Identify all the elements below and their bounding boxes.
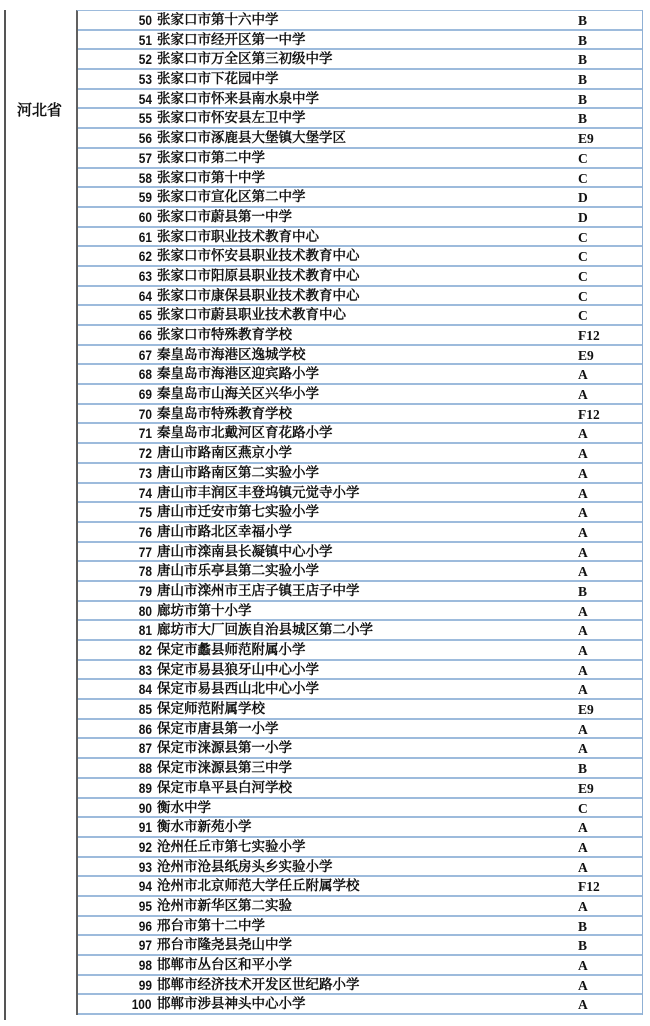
grade-code: E9 xyxy=(578,780,594,796)
grade-code: B xyxy=(578,91,588,107)
school-name: 秦皇岛市山海关区兴华小学 xyxy=(157,386,319,403)
grade-code: B xyxy=(578,13,588,28)
grade-code: A xyxy=(578,544,588,560)
school-name: 保定市涞源县第一小学 xyxy=(157,740,292,757)
school-name: 张家口市第二中学 xyxy=(157,149,265,166)
row-number: 81 xyxy=(138,623,152,639)
school-name: 沧州市新华区第二实验 xyxy=(157,897,292,914)
school-name: 唐山市路南区第二实验小学 xyxy=(157,464,319,481)
grade-code: A xyxy=(578,603,588,619)
grade-code: B xyxy=(578,583,588,599)
grade-code: A xyxy=(578,505,588,521)
table-row xyxy=(78,720,642,740)
table-row xyxy=(78,582,642,602)
row-number: 86 xyxy=(138,721,152,737)
table-row xyxy=(78,739,642,759)
grade-code: C xyxy=(578,288,588,304)
row-number: 74 xyxy=(138,485,152,501)
row-number: 70 xyxy=(138,406,152,422)
school-name: 秦皇岛市北戴河区育花路小学 xyxy=(157,425,333,442)
table-row xyxy=(78,405,642,425)
school-name: 秦皇岛市海港区迎宾路小学 xyxy=(157,366,319,383)
school-name: 张家口市第十六中学 xyxy=(157,12,279,28)
row-number: 71 xyxy=(138,426,152,442)
row-number: 75 xyxy=(138,505,152,521)
grade-code: C xyxy=(578,249,588,265)
school-name: 保定市唐县第一小学 xyxy=(157,720,279,737)
school-name: 保定市易县西山北中心小学 xyxy=(157,681,319,698)
grade-code: B xyxy=(578,52,588,68)
school-list-table xyxy=(76,10,643,1015)
row-number: 84 xyxy=(138,682,152,698)
row-number: 85 xyxy=(138,702,152,718)
school-name: 张家口市万全区第三初级中学 xyxy=(157,51,333,68)
school-name: 廊坊市大厂回族自治县城区第二小学 xyxy=(157,622,373,639)
school-name: 张家口市特殊教育学校 xyxy=(157,327,292,343)
row-number: 69 xyxy=(138,387,152,403)
school-name: 邢台市隆尧县尧山中学 xyxy=(157,937,292,954)
row-number: 98 xyxy=(138,958,152,973)
grade-code: B xyxy=(578,72,588,88)
row-number: 62 xyxy=(138,249,152,265)
row-number: 76 xyxy=(138,524,152,540)
grade-code: A xyxy=(578,997,588,1013)
school-name: 张家口市怀来县南水泉中学 xyxy=(157,90,319,107)
row-number: 51 xyxy=(138,32,152,48)
school-name: 保定市阜平县白河学校 xyxy=(157,779,292,796)
school-name: 秦皇岛市特殊教育学校 xyxy=(157,405,292,422)
row-number: 92 xyxy=(138,839,152,855)
grade-code: B xyxy=(578,761,588,777)
table-row xyxy=(78,208,642,228)
row-number: 97 xyxy=(138,938,152,954)
row-number: 64 xyxy=(138,288,152,304)
table-row xyxy=(78,956,642,976)
grade-code: B xyxy=(578,111,588,127)
school-name: 张家口市职业技术教育中心 xyxy=(157,228,319,245)
row-number: 52 xyxy=(138,52,152,68)
table-row xyxy=(78,838,642,858)
grade-code: A xyxy=(578,721,588,737)
table-row xyxy=(78,11,642,31)
school-name: 衡水中学 xyxy=(157,799,211,816)
school-name: 沧州市沧县纸房头乡实验小学 xyxy=(157,858,333,875)
school-name: 张家口市宣化区第二中学 xyxy=(157,189,306,206)
row-number: 58 xyxy=(138,170,152,186)
row-number: 82 xyxy=(138,643,152,658)
row-number: 56 xyxy=(138,131,152,147)
grade-code: D xyxy=(578,190,588,206)
school-name: 张家口市蔚县职业技术教育中心 xyxy=(157,307,346,324)
grade-code: E9 xyxy=(578,702,594,718)
school-name: 唐山市滦州市王店子镇王店子中学 xyxy=(157,582,360,599)
table-row xyxy=(78,917,642,937)
table-row xyxy=(78,444,642,464)
school-name: 保定市蠡县师范附属小学 xyxy=(157,642,306,658)
grade-code: C xyxy=(578,229,588,245)
table-row xyxy=(78,562,642,582)
grade-code: C xyxy=(578,170,588,186)
row-number: 57 xyxy=(138,150,152,166)
province-column-border xyxy=(4,10,6,1020)
grade-code: A xyxy=(578,367,588,383)
school-name: 保定市涞源县第三中学 xyxy=(157,760,292,777)
table-row xyxy=(78,700,642,720)
row-number: 96 xyxy=(138,918,152,934)
row-number: 93 xyxy=(138,859,152,875)
table-row xyxy=(78,818,642,838)
row-number: 67 xyxy=(138,347,152,363)
table-row xyxy=(78,188,642,208)
table-row xyxy=(78,799,642,819)
table-row xyxy=(78,90,642,110)
row-number: 88 xyxy=(138,761,152,777)
school-name: 张家口市怀安县左卫中学 xyxy=(157,110,306,127)
grade-code: F12 xyxy=(578,879,600,895)
row-number: 90 xyxy=(138,800,152,816)
row-number: 68 xyxy=(138,367,152,383)
table-row xyxy=(78,641,642,661)
school-name: 沧州市北京师范大学任丘附属学校 xyxy=(157,878,360,895)
table-row xyxy=(78,228,642,248)
grade-code: C xyxy=(578,150,588,166)
row-number: 50 xyxy=(138,13,152,28)
grade-code: A xyxy=(578,859,588,875)
school-name: 沧州任丘市第七实验小学 xyxy=(157,838,306,855)
grade-code: A xyxy=(578,820,588,836)
grade-code: A xyxy=(578,465,588,481)
table-row xyxy=(78,169,642,189)
grade-code: C xyxy=(578,800,588,816)
school-name: 邢台市第十二中学 xyxy=(157,917,265,934)
row-number: 95 xyxy=(138,898,152,914)
row-number: 77 xyxy=(138,544,152,560)
school-name: 张家口市经开区第一中学 xyxy=(157,31,306,48)
table-row xyxy=(78,877,642,897)
row-number: 100 xyxy=(132,997,152,1013)
school-name: 唐山市乐亭县第二实验小学 xyxy=(157,563,319,580)
table-row xyxy=(78,247,642,267)
row-number: 80 xyxy=(138,603,152,619)
table-row xyxy=(78,503,642,523)
school-name: 唐山市路北区幸福小学 xyxy=(157,523,292,540)
grade-code: A xyxy=(578,898,588,914)
grade-code: A xyxy=(578,446,588,462)
row-number: 60 xyxy=(138,209,152,225)
school-name: 唐山市滦南县长凝镇中心小学 xyxy=(157,543,333,560)
table-row xyxy=(78,287,642,307)
table-row xyxy=(78,129,642,149)
school-name: 廊坊市第十小学 xyxy=(157,602,252,619)
school-name: 唐山市迁安市第七实验小学 xyxy=(157,504,319,521)
grade-code: A xyxy=(578,564,588,580)
school-name: 秦皇岛市海港区逸城学校 xyxy=(157,346,306,363)
grade-code: D xyxy=(578,209,588,225)
table-row xyxy=(78,976,642,996)
table-row xyxy=(78,365,642,385)
table-row xyxy=(78,779,642,799)
school-name: 邯郸市涉县神头中心小学 xyxy=(157,996,306,1013)
table-row xyxy=(78,326,642,346)
table-row xyxy=(78,680,642,700)
grade-code: E9 xyxy=(578,131,594,147)
grade-code: A xyxy=(578,958,588,973)
row-number: 94 xyxy=(138,879,152,895)
grade-code: B xyxy=(578,32,588,48)
table-row xyxy=(78,936,642,956)
school-name: 保定市易县狼牙山中心小学 xyxy=(157,661,319,678)
school-name: 衡水市新苑小学 xyxy=(157,819,252,836)
row-number: 72 xyxy=(138,446,152,462)
table-row xyxy=(78,70,642,90)
row-number: 87 xyxy=(138,741,152,757)
school-name: 邯郸市丛台区和平小学 xyxy=(157,957,292,973)
school-name: 张家口市阳原县职业技术教育中心 xyxy=(157,267,360,284)
row-number: 73 xyxy=(138,465,152,481)
table-row xyxy=(78,897,642,917)
table-row xyxy=(78,464,642,484)
school-name: 张家口市蔚县第一中学 xyxy=(157,208,292,225)
grade-code: A xyxy=(578,623,588,639)
school-name: 张家口市康保县职业技术教育中心 xyxy=(157,287,360,304)
grade-code: A xyxy=(578,426,588,442)
table-row xyxy=(78,484,642,504)
table-row xyxy=(78,621,642,641)
table-row xyxy=(78,31,642,51)
table-row xyxy=(78,346,642,366)
row-number: 55 xyxy=(138,111,152,127)
school-name: 张家口市怀安县职业技术教育中心 xyxy=(157,248,360,265)
grade-code: A xyxy=(578,524,588,540)
table-row xyxy=(78,109,642,129)
grade-code: A xyxy=(578,485,588,501)
table-row xyxy=(78,149,642,169)
grade-code: A xyxy=(578,662,588,678)
grade-code: E9 xyxy=(578,347,594,363)
table-row xyxy=(78,385,642,405)
school-name: 唐山市丰润区丰登坞镇元觉寺小学 xyxy=(157,484,360,501)
row-number: 79 xyxy=(138,583,152,599)
row-number: 63 xyxy=(138,268,152,284)
row-number: 54 xyxy=(138,91,152,107)
grade-code: A xyxy=(578,977,588,993)
table-row xyxy=(78,306,642,326)
table-row xyxy=(78,267,642,287)
table-row xyxy=(78,759,642,779)
grade-code: A xyxy=(578,682,588,698)
table-row xyxy=(78,424,642,444)
row-number: 78 xyxy=(138,564,152,580)
row-number: 61 xyxy=(138,229,152,245)
table-row xyxy=(78,661,642,681)
school-name: 唐山市路南区燕京小学 xyxy=(157,445,292,462)
grade-code: B xyxy=(578,938,588,954)
grade-code: A xyxy=(578,839,588,855)
grade-code: C xyxy=(578,308,588,324)
grade-code: A xyxy=(578,387,588,403)
grade-code: A xyxy=(578,741,588,757)
table-row xyxy=(78,543,642,563)
row-number: 89 xyxy=(138,780,152,796)
school-name: 邯郸市经济技术开发区世纪路小学 xyxy=(157,976,360,993)
grade-code: C xyxy=(578,268,588,284)
row-number: 66 xyxy=(138,328,152,343)
school-name: 张家口市下花园中学 xyxy=(157,71,279,88)
row-number: 83 xyxy=(138,662,152,678)
grade-code: A xyxy=(578,643,588,658)
row-number: 59 xyxy=(138,190,152,206)
row-number: 65 xyxy=(138,308,152,324)
province-label: 河北省 xyxy=(17,101,63,119)
row-number: 91 xyxy=(138,820,152,836)
grade-code: F12 xyxy=(578,328,600,343)
school-name: 保定师范附属学校 xyxy=(157,701,265,718)
table-row xyxy=(78,858,642,878)
school-name: 张家口市第十中学 xyxy=(157,169,265,186)
table-row xyxy=(78,995,642,1015)
table-row xyxy=(78,523,642,543)
row-number: 53 xyxy=(138,72,152,88)
table-row xyxy=(78,50,642,70)
school-name: 张家口市涿鹿县大堡镇大堡学区 xyxy=(157,130,346,147)
row-number: 99 xyxy=(138,977,152,993)
grade-code: F12 xyxy=(578,406,600,422)
table-row xyxy=(78,602,642,622)
grade-code: B xyxy=(578,918,588,934)
